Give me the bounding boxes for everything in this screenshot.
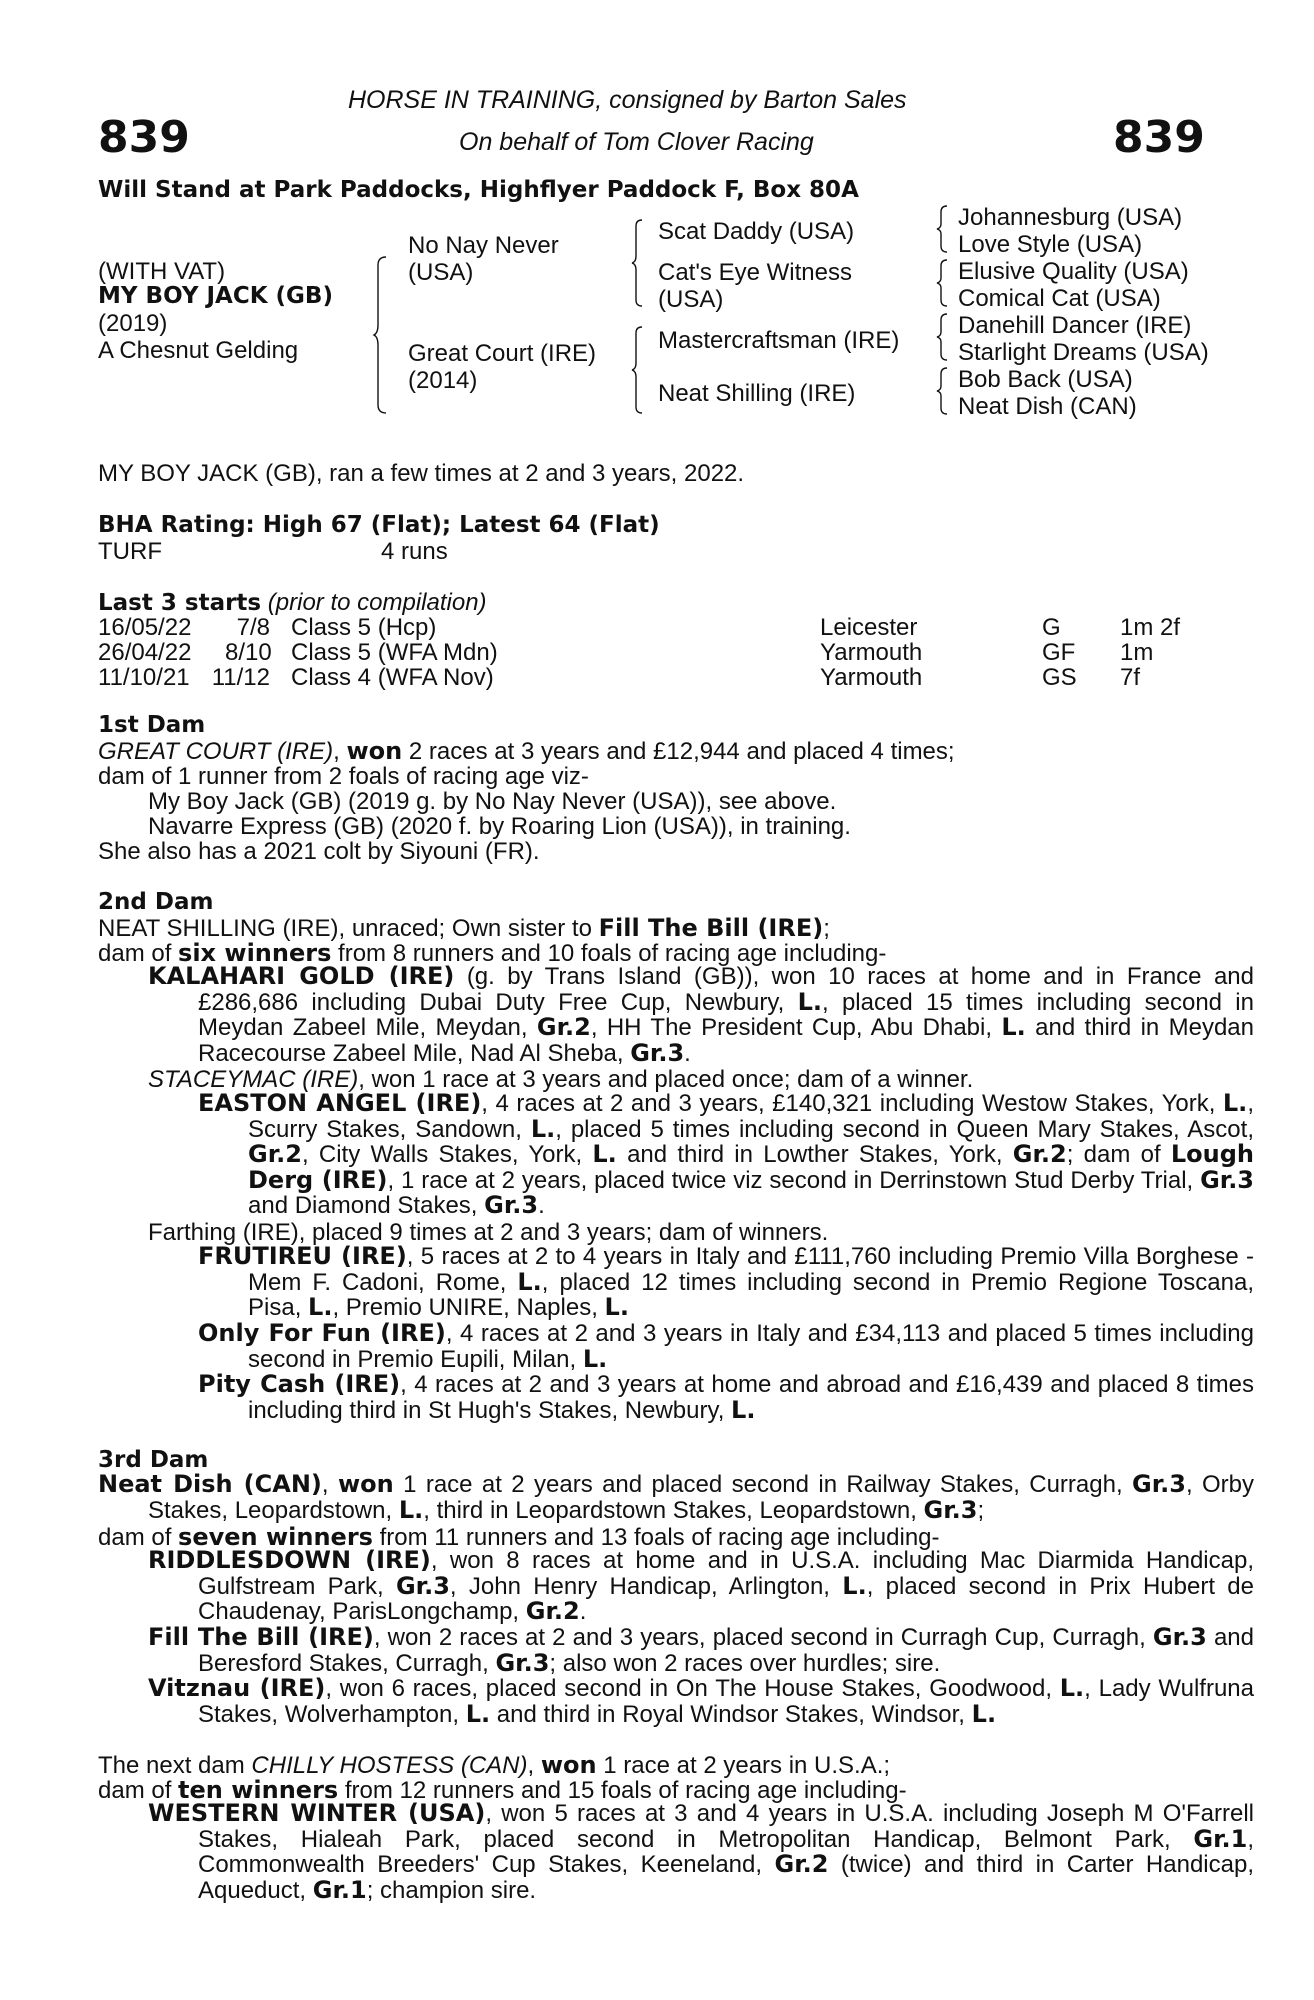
grade: Gr.3 xyxy=(1132,1470,1186,1498)
sire-dam-1: Cat's Eye Witness xyxy=(658,259,852,286)
dam1-offspring: Navarre Express (GB) (2020 f. by Roaring Lion (USA)), in training. xyxy=(148,813,851,840)
start-going: GF xyxy=(1042,639,1076,666)
grade: L. xyxy=(530,1114,556,1143)
horse-vat: (WITH VAT) xyxy=(98,258,226,285)
dam1-name: GREAT COURT (IRE) xyxy=(98,738,334,765)
nextdam-won: won xyxy=(540,1751,597,1779)
start-course: Yarmouth xyxy=(820,664,923,691)
grade: Gr.3 xyxy=(630,1038,685,1067)
sire-name-2: (USA) xyxy=(408,259,474,286)
horse-name: Pity Cash (IRE) xyxy=(198,1370,401,1398)
nextdam-line-a: dam of xyxy=(98,1777,179,1804)
produce-easton-angel: EASTON ANGEL (IRE), 4 races at 2 and 3 years, £140,321 including Westow Stakes, York, L., Scurry Stakes, Sandown, L., placed 5 times including second in Queen Mary Stakes, Ascot, Gr.2, City Walls Stakes, York, L. and third in Lowther Stakes, York, Gr.2; dam of Lough Derg (IRE), 1 race at 2 years, placed twice viz second in Derrinstown Stud Derby Trial, Gr.3 and Diamond Stakes, Gr.3. xyxy=(198,1089,1255,1220)
sire-dam-2: (USA) xyxy=(658,286,724,313)
produce-only-for-fun xyxy=(198,1321,1254,1372)
dam2-heading: 2nd Dam xyxy=(98,889,214,915)
grade: Gr.3 xyxy=(395,1571,450,1600)
produce-vitznau xyxy=(148,1676,1254,1727)
grade: L. xyxy=(1001,1013,1026,1042)
produce-text: and Diamond Stakes, xyxy=(248,1192,485,1220)
produce-text: , won 2 races at 2 and 3 years, placed second in Curragh Cup, Curragh, xyxy=(373,1624,1153,1651)
produce-text: (g. by Trans Island (GB)), won 10 races at home and in France and £286,686 including Dubai Duty Free Cup, Newbury, xyxy=(198,963,1254,1016)
lot-number-left: 839 xyxy=(98,112,190,163)
produce-text: , 5 races at 2 to 4 years in Italy and £111,760 including Premio Villa Borghese - Mem F. Cadoni, Rome, xyxy=(248,1243,1255,1296)
grade: Gr.2 xyxy=(248,1140,302,1169)
start-date: 26/04/22 xyxy=(98,639,192,666)
horse-name: CHILLY HOSTESS (CAN) xyxy=(251,1752,528,1779)
dam2-sister: Fill The Bill (IRE) xyxy=(598,914,824,942)
dam3-line-a: dam of xyxy=(98,1524,179,1551)
stand-location: Will Stand at Park Paddocks, Highflyer Paddock F, Box 80A xyxy=(98,177,859,203)
produce-text: , City Walls Stakes, York, xyxy=(301,1141,593,1169)
dam3-record: Neat Dish (CAN), won 1 race at 2 years and placed second in Railway Stakes, Curragh, Gr.3, Orby Stakes, Leopardstown, L., third in Leopardstown Stakes, Leopardstown, Gr.3; xyxy=(98,1470,1255,1524)
dam1-line2: dam of 1 runner from 2 foals of racing age viz- xyxy=(98,763,589,790)
horse-name: FRUTIREU (IRE) xyxy=(198,1242,407,1270)
grade: L. xyxy=(517,1267,542,1296)
produce-text: , Premio UNIRE, Naples, xyxy=(332,1294,605,1322)
produce-text: , 1 race at 2 years, placed twice viz second in Derrinstown Stud Derby Trial, xyxy=(387,1166,1201,1194)
start-going: GS xyxy=(1042,664,1077,691)
produce-fill-the-bill xyxy=(148,1625,1254,1676)
sire-name-1: No Nay Never xyxy=(408,232,559,259)
horse-name: EASTON ANGEL (IRE) xyxy=(198,1089,482,1117)
start-position: 7/8 xyxy=(236,614,270,641)
grade: Gr.2 xyxy=(774,1850,829,1879)
g4-ancestor: Danehill Dancer (IRE) xyxy=(958,312,1192,339)
start-position: 8/10 xyxy=(225,639,272,666)
grade: Gr.3 xyxy=(495,1648,550,1677)
bracket-g4-3 xyxy=(937,312,951,362)
dam1-offspring: My Boy Jack (GB) (2019 g. by No Nay Never (USA)), see above. xyxy=(148,788,837,815)
produce-text: , placed 15 times including second in Meydan Zabeel Mile, Meydan, xyxy=(198,988,1254,1042)
dam2-intro-text: NEAT SHILLING (IRE), unraced; Own sister to xyxy=(98,915,599,942)
start-race: Class 5 (Hcp) xyxy=(291,614,437,641)
grade: L. xyxy=(308,1293,333,1322)
grade: L. xyxy=(1222,1089,1248,1117)
produce-text: and third in Royal Windsor Stakes, Windsor, xyxy=(490,1700,972,1728)
horse-name: Fill The Bill (IRE) xyxy=(148,1623,374,1651)
grade: L. xyxy=(604,1293,629,1322)
produce-riddlesdown: RIDDLESDOWN (IRE), won 8 races at home and in U.S.A. including Mac Diarmida Handicap, Gulfstream Park, Gr.3, John Henry Handicap, Arlington, L., placed second in Prix Hubert de Chaudenay, ParisLongchamp, Gr.2. xyxy=(148,1546,1255,1626)
dam1-record: 2 races at 3 years and £12,944 and placed 4 times; xyxy=(402,738,955,765)
starts-title: Last 3 starts xyxy=(98,590,262,616)
dam2-winners: six winners xyxy=(178,939,332,967)
produce-text: (twice) and third in Carter Handicap, Aqueduct, xyxy=(198,1851,1254,1904)
dam3-line-c: from 11 runners and 13 foals of racing age including- xyxy=(372,1524,940,1551)
produce-text: , Commonwealth Breeders' Cup Stakes, Keeneland, xyxy=(198,1825,1254,1879)
dam-name-2: (2014) xyxy=(408,367,478,394)
page-title: HORSE IN TRAINING, consigned by Barton Sales xyxy=(348,86,907,114)
produce-text: , placed 12 times including second in Premio Regione Toscana, Pisa, xyxy=(248,1268,1254,1322)
dam-name-1: Great Court (IRE) xyxy=(408,340,597,367)
dam2-line2-c: from 8 runners and 10 foals of racing age including- xyxy=(331,940,887,967)
grade: L. xyxy=(592,1140,617,1169)
g4-ancestor: Bob Back (USA) xyxy=(958,366,1133,393)
grade: Gr.3 xyxy=(1152,1623,1207,1651)
grade: L. xyxy=(731,1395,756,1424)
produce-text: , 4 races at 2 and 3 years, £140,321 including Westow Stakes, York, xyxy=(481,1090,1223,1117)
produce-western-winter xyxy=(148,1801,1254,1903)
start-distance: 1m xyxy=(1120,639,1154,666)
horse-name: MY BOY JACK (GB) xyxy=(98,283,333,309)
g4-ancestor: Neat Dish (CAN) xyxy=(958,393,1137,420)
dam3-won: won xyxy=(337,1470,394,1498)
produce-text: ; also won 2 races over hurdles; sire. xyxy=(549,1649,941,1677)
horse-year: (2019) xyxy=(98,310,168,337)
dam3-winners: seven winners xyxy=(178,1523,373,1551)
start-distance: 7f xyxy=(1120,664,1141,691)
grade: L. xyxy=(797,987,822,1016)
grade: Gr.3 xyxy=(484,1191,539,1220)
horse-description: A Chesnut Gelding xyxy=(98,337,299,364)
produce-pity-cash xyxy=(198,1372,1254,1423)
produce-text: , third in Leopardstown Stakes, Leopardstown, xyxy=(423,1496,924,1524)
grade: Gr.2 xyxy=(525,1597,580,1626)
dam1-heading: 1st Dam xyxy=(98,712,206,738)
g4-ancestor: Starlight Dreams (USA) xyxy=(958,339,1209,366)
grade: Gr.2 xyxy=(1012,1140,1067,1169)
produce-text: , 4 races at 2 and 3 years in Italy and £34,113 and placed 5 times including second in Premio Eupili, Milan, xyxy=(248,1320,1254,1373)
start-course: Yarmouth xyxy=(820,639,923,666)
grade: Gr.1 xyxy=(1193,1824,1248,1853)
nextdam-winners: ten winners xyxy=(178,1776,339,1804)
dam-sire: Mastercraftsman (IRE) xyxy=(658,327,900,354)
bracket-g4-1 xyxy=(937,204,951,254)
horse-name: Neat Dish (CAN) xyxy=(98,1470,322,1498)
produce-farthing: Farthing (IRE), placed 9 times at 2 and 3 years; dam of winners. xyxy=(148,1219,829,1246)
g4-ancestor: Love Style (USA) xyxy=(958,231,1143,258)
produce-text: ; dam of xyxy=(1066,1141,1171,1169)
grade: L. xyxy=(1059,1674,1085,1702)
horse-name: STACEYMAC (IRE) xyxy=(148,1066,359,1093)
produce-text: 1 race at 2 years and placed second in Railway Stakes, Curragh, xyxy=(393,1471,1133,1498)
grade: L. xyxy=(398,1495,424,1524)
produce-text: , HH The President Cup, Abu Dhabi, xyxy=(590,1014,1002,1042)
horse-name: Lough Derg (IRE) xyxy=(248,1140,1255,1194)
dam1-note: She also has a 2021 colt by Siyouni (FR). xyxy=(98,838,540,865)
produce-text: , placed second in Prix Hubert de Chaudenay, ParisLongchamp, xyxy=(198,1572,1255,1626)
horse-name: RIDDLESDOWN (IRE) xyxy=(148,1546,431,1574)
grade: L. xyxy=(842,1571,867,1600)
horse-name: KALAHARI GOLD (IRE) xyxy=(148,962,455,990)
bracket-sire xyxy=(632,218,648,308)
dam3-heading: 3rd Dam xyxy=(98,1447,209,1473)
grade: Gr.1 xyxy=(312,1875,367,1904)
rating-title: BHA Rating: High 67 (Flat); Latest 64 (Flat) xyxy=(98,512,660,538)
starts-heading xyxy=(98,589,487,617)
start-position: 11/12 xyxy=(211,664,270,691)
grade: L. xyxy=(971,1699,997,1728)
horse-name: Only For Fun (IRE) xyxy=(198,1319,446,1347)
produce-frutireu xyxy=(198,1244,1254,1321)
start-race: Class 5 (WFA Mdn) xyxy=(291,639,498,666)
produce-text: , Lady Wulfruna Stakes, Wolverhampton, xyxy=(198,1675,1254,1728)
dam-dam: Neat Shilling (IRE) xyxy=(658,380,856,407)
rating-surface: TURF xyxy=(98,538,162,565)
start-date: 16/05/22 xyxy=(98,614,192,641)
dam1-won: won xyxy=(346,737,403,765)
g4-ancestor: Comical Cat (USA) xyxy=(958,285,1161,312)
nextdam-line-c: from 12 runners and 15 foals of racing age including- xyxy=(338,1777,907,1804)
produce-kalahari-gold: KALAHARI GOLD (IRE) (g. by Trans Island (GB)), won 10 races at home and in France and £286,686 including Dubai Duty Free Cup, Newbury, L., placed 15 times including second in Meydan Zabeel Mile, Meydan, Gr.2, HH The President Cup, Abu Dhabi, L. and third in Meydan Racecourse Zabeel Mile, Nad Al Sheba, Gr.3. xyxy=(148,962,1254,1067)
horse-name: Vitznau (IRE) xyxy=(148,1674,326,1702)
grade: L. xyxy=(582,1344,608,1373)
produce-text: , Scurry Stakes, Sandown, xyxy=(248,1090,1254,1143)
start-going: G xyxy=(1042,614,1061,641)
produce-text: , 4 races at 2 and 3 years at home and abroad and £16,439 and placed 8 times including third in St Hugh's Stakes, Newbury, xyxy=(248,1371,1254,1424)
page-subtitle: On behalf of Tom Clover Racing xyxy=(459,128,814,156)
dam2-line2-a: dam of xyxy=(98,940,179,967)
produce-text: , won 8 races at home and in U.S.A. including Mac Diarmida Handicap, Gulfstream Park, xyxy=(198,1547,1254,1600)
bracket-g4-4 xyxy=(937,366,951,416)
start-distance: 1m 2f xyxy=(1120,614,1181,641)
grade: Gr.3 xyxy=(1200,1165,1255,1194)
produce-text: and third in Meydan Racecourse Zabeel Mile, Nad Al Sheba, xyxy=(198,1014,1254,1067)
sire-sire: Scat Daddy (USA) xyxy=(658,218,855,245)
produce-text: , won 5 races at 3 and 4 years in U.S.A. including Joseph M O'Farrell Stakes, Hialeah Park, placed second in Metropolitan Handicap, Belmont Park, xyxy=(198,1800,1254,1853)
grade: L. xyxy=(465,1699,491,1728)
produce-text: , won 6 races, placed second in On The House Stakes, Goodwood, xyxy=(325,1675,1060,1702)
g4-ancestor: Elusive Quality (USA) xyxy=(958,258,1189,285)
bracket-sire-dam xyxy=(374,255,394,415)
race-summary: MY BOY JACK (GB), ran a few times at 2 and 3 years, 2022. xyxy=(98,460,745,487)
dam1-line1: GREAT COURT (IRE), won 2 races at 3 years and £12,944 and placed 4 times; xyxy=(98,737,955,765)
bracket-dam xyxy=(632,325,648,415)
bracket-g4-2 xyxy=(937,258,951,308)
g4-ancestor: Johannesburg (USA) xyxy=(958,204,1183,231)
rating-runs: 4 runs xyxy=(381,538,448,565)
grade: Gr.3 xyxy=(923,1495,978,1524)
start-date: 11/10/21 xyxy=(98,664,190,691)
start-course: Leicester xyxy=(820,614,918,641)
produce-text: , won 1 race at 3 years and placed once; dam of a winner. xyxy=(358,1066,974,1093)
produce-text: , Orby Stakes, Leopardstown, xyxy=(148,1471,1255,1524)
produce-text: and third in Lowther Stakes, York, xyxy=(616,1141,1013,1169)
produce-text: , placed 5 times including second in Queen Mary Stakes, Ascot, xyxy=(555,1115,1254,1143)
starts-note: (prior to compilation) xyxy=(267,589,487,616)
horse-name: WESTERN WINTER (USA) xyxy=(148,1799,486,1827)
nextdam-text: 1 race at 2 years in U.S.A.; xyxy=(596,1752,891,1779)
produce-text: , John Henry Handicap, Arlington, xyxy=(449,1572,843,1600)
nextdam-prefix: The next dam xyxy=(98,1752,252,1779)
produce-text: ; champion sire. xyxy=(366,1876,537,1904)
nextdam-sep: , xyxy=(527,1752,541,1779)
produce-text: and Beresford Stakes, Curragh, xyxy=(198,1624,1254,1677)
dam2-intro-end: ; xyxy=(823,915,830,942)
lot-number-right: 839 xyxy=(1113,112,1205,163)
start-race: Class 4 (WFA Nov) xyxy=(291,664,494,691)
grade: Gr.2 xyxy=(536,1013,591,1042)
